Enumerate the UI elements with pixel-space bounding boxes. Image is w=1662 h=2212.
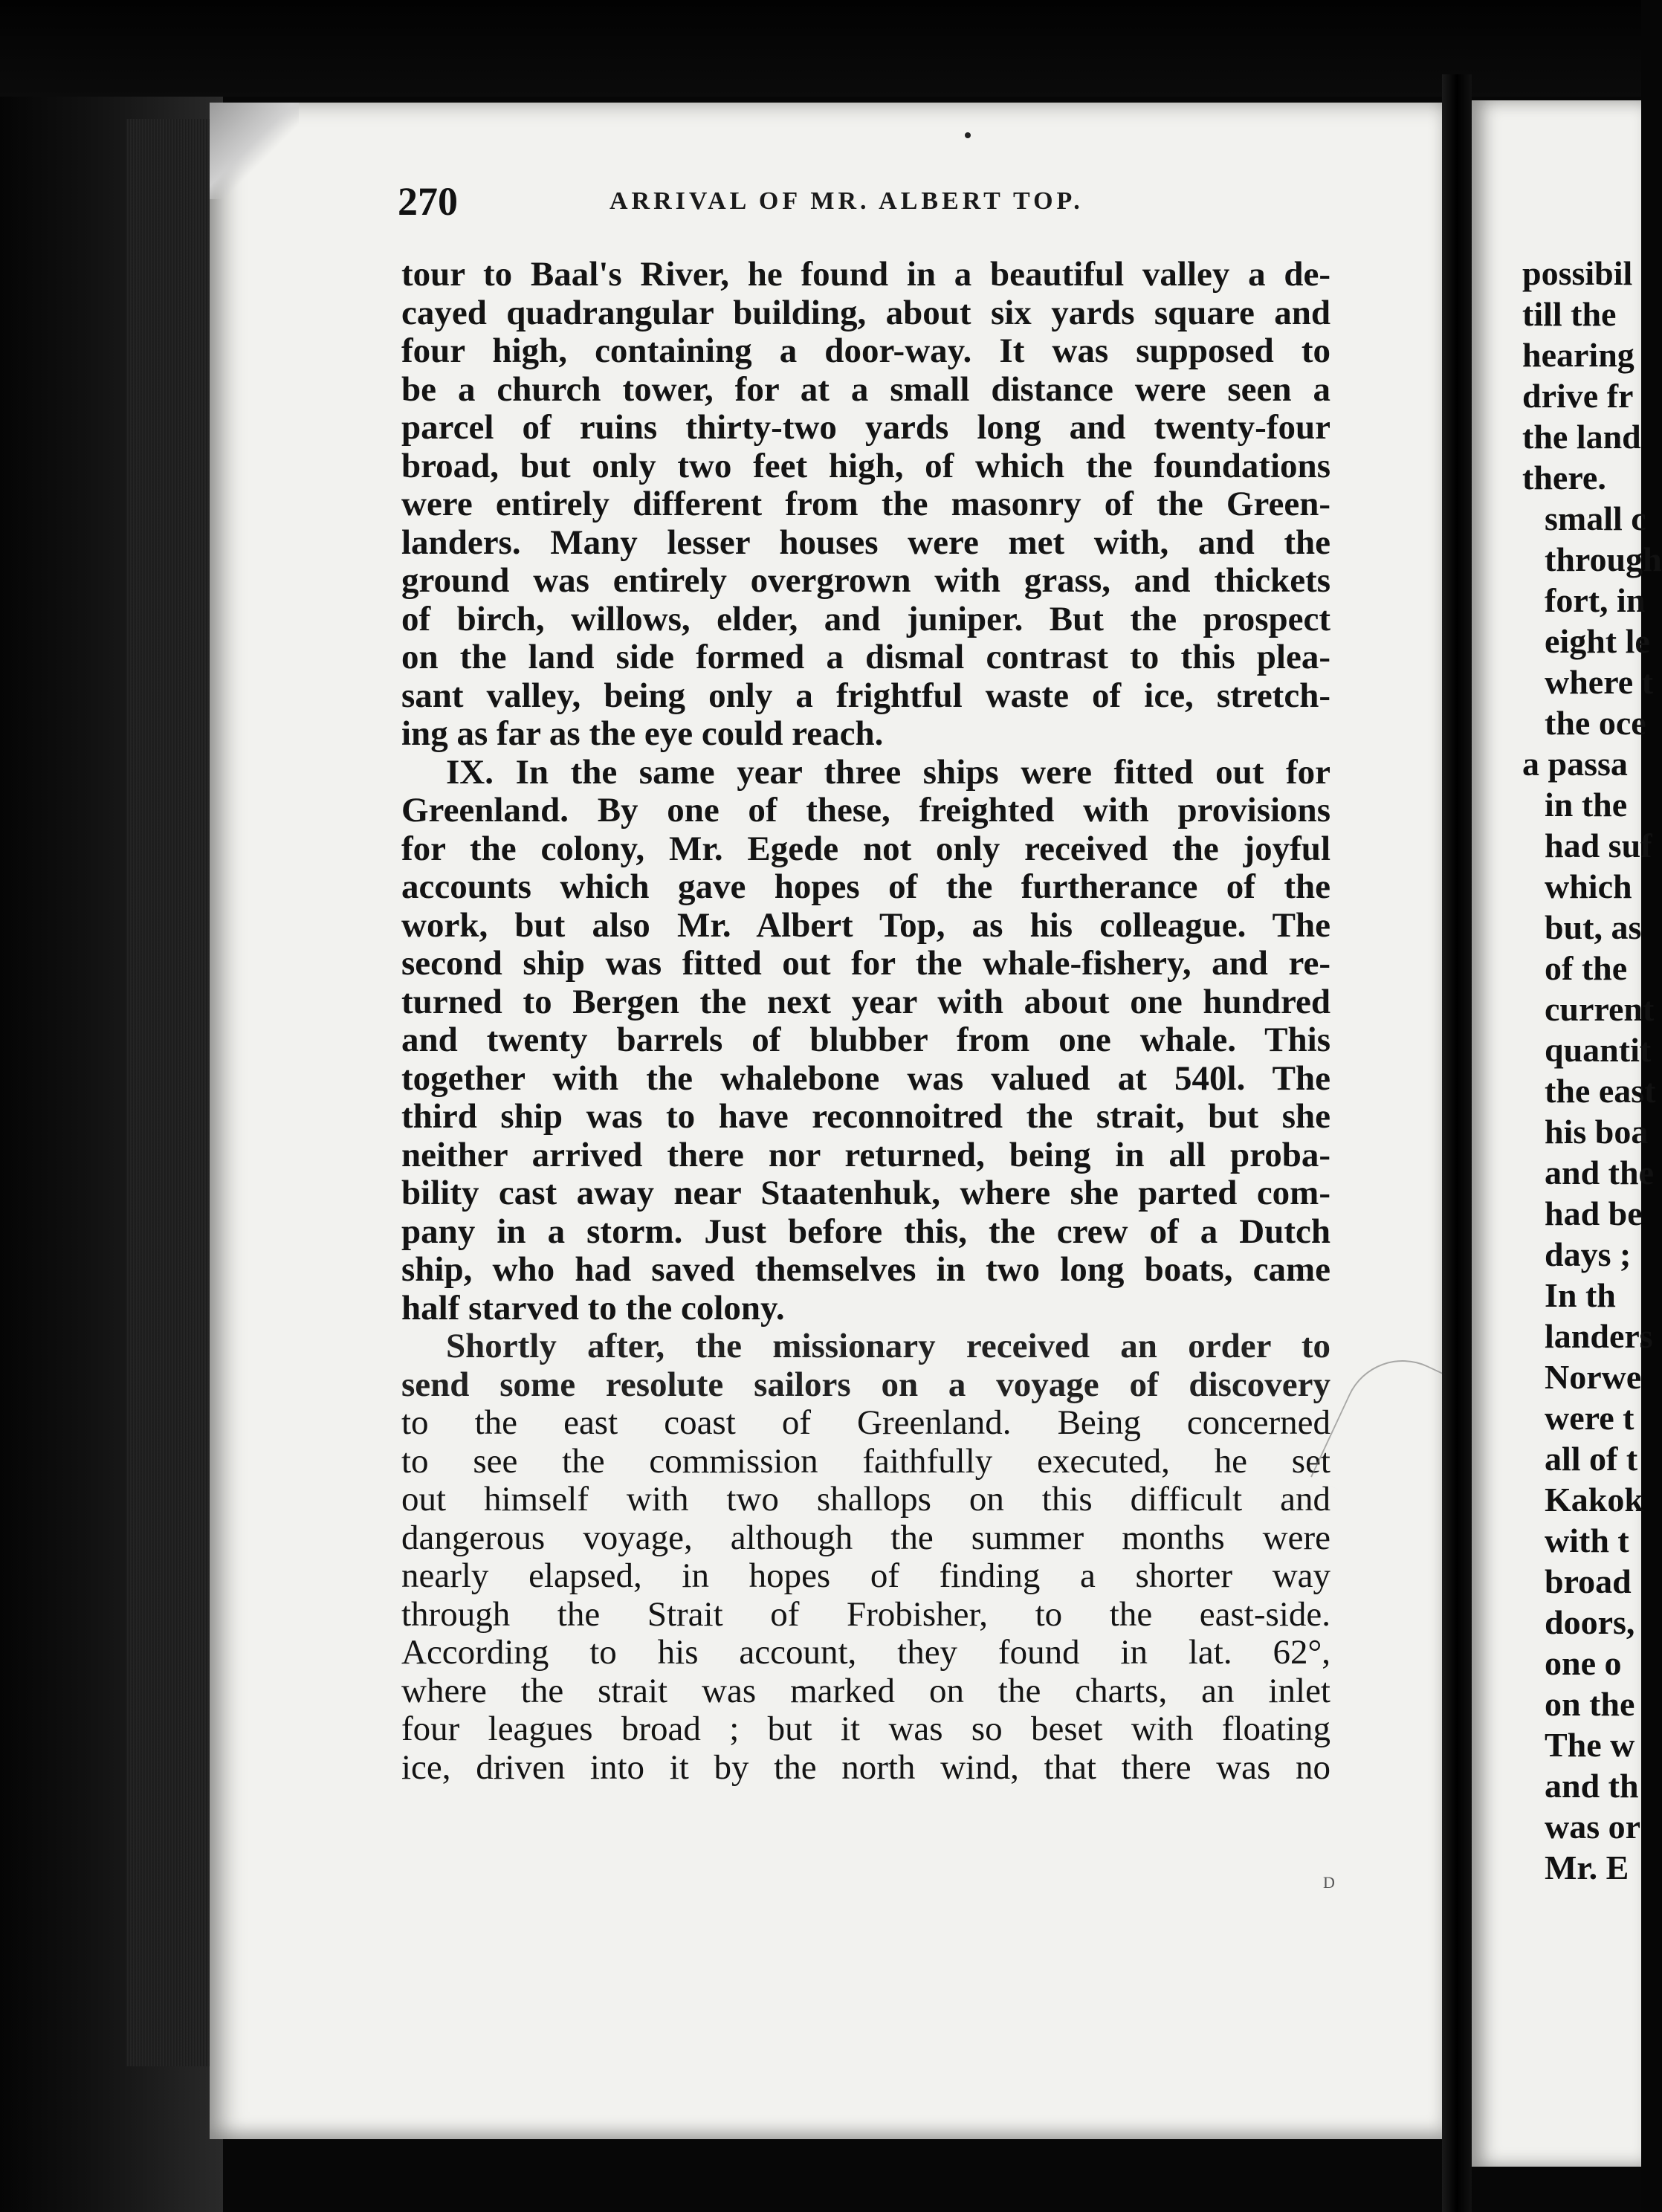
text-line: dangerous voyage, although the summer months were: [401, 1518, 1330, 1557]
text-line: cayed quadrangular building, about six yards square and: [401, 293, 1330, 332]
text-line: ground was entirely overgrown with grass, and thickets: [401, 561, 1330, 600]
text-line: and the: [1545, 1154, 1654, 1191]
text-line: half starved to the colony.: [401, 1288, 785, 1327]
text-line: sant valley, being only a frightful waste of ice, stretch-: [401, 676, 1330, 715]
text-line: on the: [1545, 1685, 1635, 1723]
text-line: second ship was fitted out for the whale-fishery, and re-: [401, 944, 1330, 983]
text-line: were t: [1545, 1399, 1634, 1437]
text-line: eight le: [1545, 622, 1650, 660]
text-line: tour to Baal's River, he found in a beautiful valley a de-: [401, 255, 1330, 294]
text-line: accounts which gave hopes of the furtherance of the: [401, 867, 1330, 906]
text-line: four leagues broad ; but it was so beset with floating: [401, 1710, 1330, 1748]
text-line: and th: [1545, 1767, 1639, 1805]
speck: [965, 132, 971, 138]
text-line: broad, but only two feet high, of which the foundations: [401, 446, 1330, 485]
text-line: current: [1545, 990, 1655, 1028]
text-line: small c: [1545, 499, 1646, 537]
text-line: out himself with two shallops on this difficult and: [401, 1480, 1330, 1519]
text-line: for the colony, Mr. Egede not only received the joyful: [401, 829, 1330, 868]
text-line: through: [1545, 540, 1662, 578]
text-line: all of t: [1545, 1440, 1638, 1478]
text-line: be a church tower, for at a small distance were seen a: [401, 369, 1330, 409]
book-gutter: [1442, 74, 1472, 2212]
text-line: the oce: [1545, 704, 1646, 742]
text-line: the land: [1522, 418, 1641, 456]
text-line: nearly elapsed, in hopes of finding a shorter way: [401, 1556, 1330, 1595]
text-line: third ship was to have reconnoitred the strait, but she: [401, 1097, 1330, 1136]
text-line: parcel of ruins thirty-two yards long and twenty-four: [401, 408, 1330, 447]
running-head: ARRIVAL OF MR. ALBERT TOP.: [609, 187, 1084, 215]
text-line: hearing: [1522, 336, 1634, 374]
text-line: drive fr: [1522, 377, 1634, 415]
text-line: possibil: [1522, 254, 1633, 292]
text-line: neither arrived there nor returned, being in all proba-: [401, 1135, 1330, 1174]
text-line: Norwe: [1545, 1358, 1642, 1396]
text-line: through the Strait of Frobisher, to the east-side.: [401, 1594, 1330, 1634]
text-line: In th: [1545, 1276, 1616, 1314]
text-line: where t: [1545, 663, 1654, 701]
text-line: landers: [1545, 1317, 1653, 1355]
text-line: bility cast away near Staatenhuk, where she parted com-: [401, 1174, 1330, 1212]
signature-mark: D: [1323, 1873, 1335, 1892]
text-line: work, but also Mr. Albert Top, as his colleague. The: [401, 905, 1330, 945]
text-line: with t: [1545, 1521, 1629, 1559]
text-line: ship, who had saved themselves in two long boats, came: [401, 1250, 1330, 1289]
text-line: days ;: [1545, 1235, 1632, 1273]
text-line: ice, driven into it by the north wind, that there was no: [401, 1747, 1330, 1787]
text-line: of the: [1545, 949, 1628, 987]
text-line: were entirely different from the masonry of the Green-: [401, 485, 1330, 523]
text-line: in the: [1545, 786, 1628, 824]
text-line: and twenty barrels of blubber from one whale. This: [401, 1021, 1330, 1059]
text-line: Greenland. By one of these, freighted with provisions: [401, 791, 1330, 830]
text-line: Kakok: [1545, 1481, 1643, 1519]
text-line: ing as far as the eye could reach.: [401, 714, 884, 753]
text-line: According to his account, they found in lat. 62°,: [401, 1633, 1330, 1672]
text-line: but, as: [1545, 908, 1642, 946]
text-line: there.: [1522, 459, 1606, 497]
text-line: Shortly after, the missionary received an order to: [446, 1327, 1330, 1365]
text-line: turned to Bergen the next year with about one hundred: [401, 982, 1330, 1021]
text-line: Mr. E: [1545, 1849, 1629, 1886]
text-line: the east: [1545, 1072, 1656, 1110]
text-line: had suf: [1545, 827, 1652, 864]
text-line: to see the commission faithfully executed, he set: [401, 1441, 1330, 1481]
text-line: till the: [1522, 295, 1617, 333]
text-line: where the strait was marked on the charts, an inlet: [401, 1671, 1330, 1710]
text-line: of birch, willows, elder, and juniper. But the prospect: [401, 599, 1330, 638]
text-line: broad: [1545, 1562, 1632, 1600]
text-line: doors,: [1545, 1603, 1635, 1641]
folded-corner: [210, 103, 299, 199]
text-line: The w: [1545, 1726, 1635, 1764]
text-line: which: [1545, 867, 1632, 905]
text-line: his boa: [1545, 1113, 1649, 1151]
text-line: to the east coast of Greenland. Being concerned: [401, 1403, 1330, 1442]
text-line: had be: [1545, 1194, 1643, 1232]
right-page-text: [1522, 253, 1662, 1888]
text-line: a passa: [1522, 745, 1628, 783]
body-text: [401, 256, 1330, 1988]
text-line: fort, in: [1545, 581, 1646, 619]
text-line: landers. Many lesser houses were met with, and the: [401, 523, 1330, 562]
text-line: pany in a storm. Just before this, the crew of a Dutch: [401, 1212, 1330, 1251]
text-line: send some resolute sailors on a voyage of discovery: [401, 1365, 1330, 1404]
text-line: quantit: [1545, 1031, 1652, 1069]
text-line: was or: [1545, 1808, 1641, 1846]
text-line: IX. In the same year three ships were fitted out for: [446, 752, 1330, 792]
film-edge: [0, 0, 1641, 97]
text-line: together with the whalebone was valued at 540l. The: [401, 1058, 1330, 1098]
text-line: one o: [1545, 1644, 1622, 1682]
page-number: 270: [398, 179, 458, 224]
text-line: on the land side formed a dismal contrast to this plea-: [401, 638, 1330, 676]
text-line: four high, containing a door-way. It was supposed to: [401, 332, 1330, 370]
